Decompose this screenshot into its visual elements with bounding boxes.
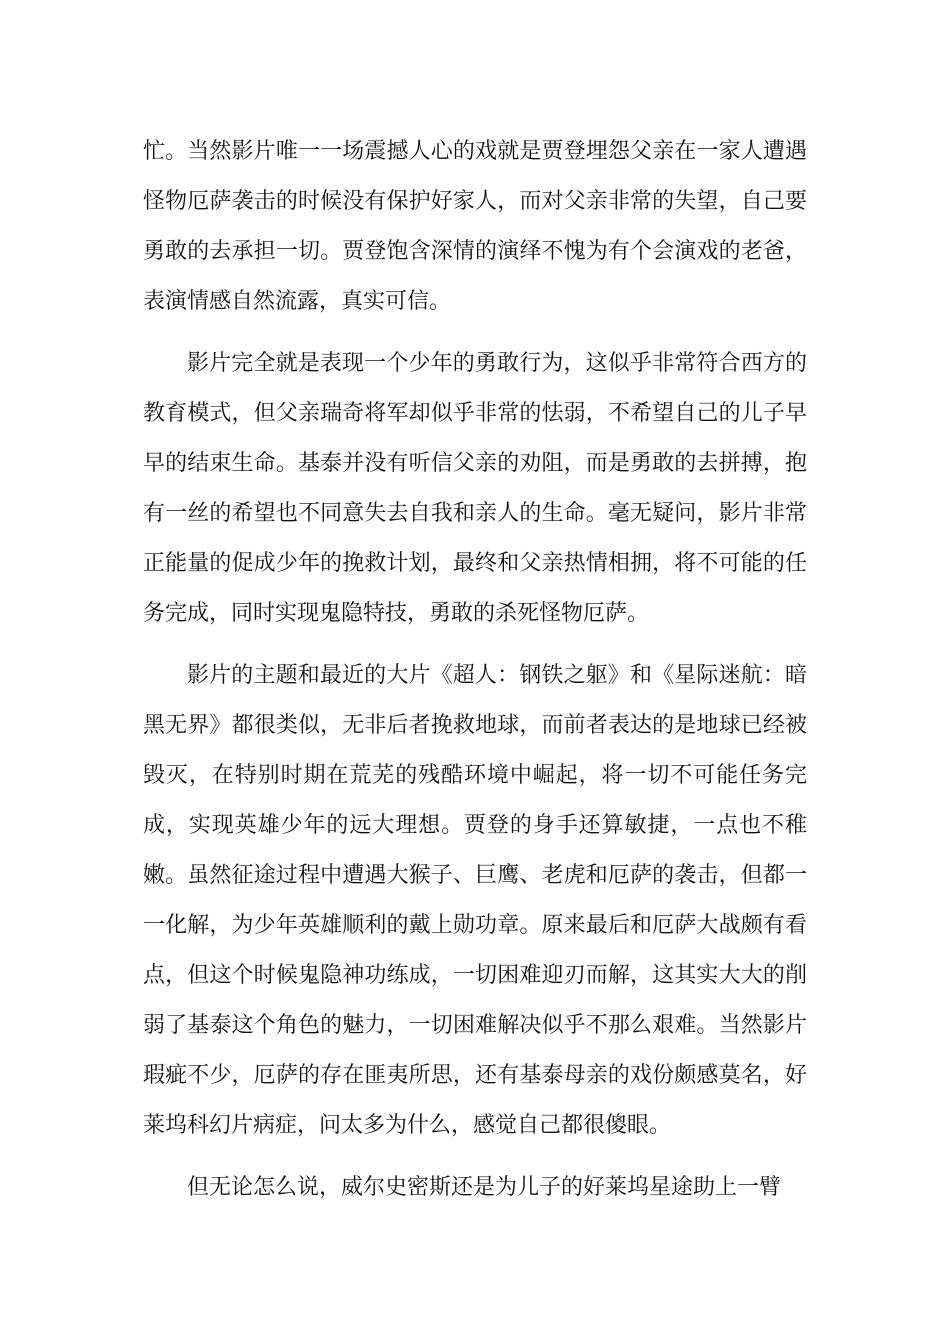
paragraph-2: 影片完全就是表现一个少年的勇敢行为，这似乎非常符合西方的教育模式，但父亲瑞奇将军却似乎非常的怯弱，不希望自己的儿子早早的结束生命。基泰并没有听信父亲的劝阻，而是勇敢的去拼搏，抱有一丝的希望也不同意失去自我和亲人的生命。毫无疑问，影片非常正能量的促成少年的挽救计划，最终和父亲热情相拥，将不可能的任务完成，同时实现鬼隐特技，勇敢的杀死怪物厄萨。	[143, 351, 807, 626]
paragraph-continuation: 忙。当然影片唯一一场震撼人心的戏就是贾登埋怨父亲在一家人遭遇怪物厄萨袭击的时候没有保护好家人，而对父亲非常的失望，自己要勇敢的去承担一切。贾登饱含深情的演绎不愧为有个会演戏的老爸，表演情感自然流露，真实可信。	[143, 139, 807, 314]
paragraph-3: 影片的主题和最近的大片《超人：钢铁之躯》和《星际迷航：暗黑无界》都很类似，无非后者挽救地球，而前者表达的是地球已经被毁灭，在特别时期在荒芜的残酷环境中崛起，将一切不可能任务完成，实现英雄少年的远大理想。贾登的身手还算敏捷，一点也不稚嫩。虽然征途过程中遭遇大猴子、巨鹰、老虎和厄萨的袭击，但都一一化解，为少年英雄顺利的戴上勋功章。原来最后和厄萨大战颇有看点，但这个时候鬼隐神功练成，一切困难迎刃而解，这其实大大的削弱了基泰这个角色的魅力，一切困难解决似乎不那么艰难。当然影片瑕疵不少，厄萨的存在匪夷所思，还有基泰母亲的戏份颇感莫名，好莱坞科幻片病症，问太多为什么，感觉自己都很傻眼。	[143, 663, 807, 1138]
article-body	[143, 127, 807, 1213]
paragraph-4: 但无论怎么说，威尔史密斯还是为儿子的好莱坞星途助上一臂	[187, 1175, 782, 1200]
